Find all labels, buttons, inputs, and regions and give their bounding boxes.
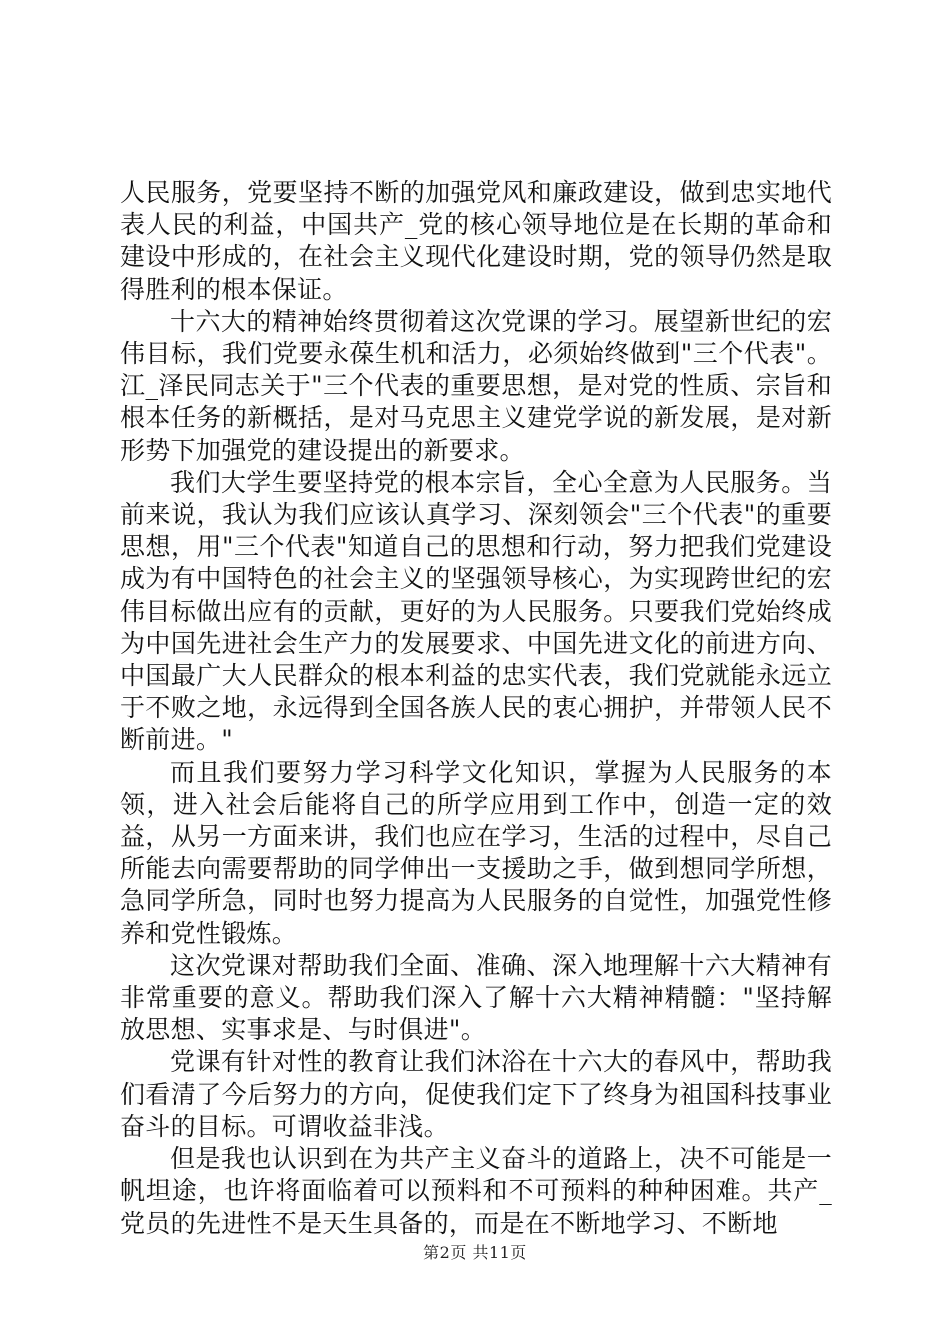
- paragraph: 但是我也认识到在为共产主义奋斗的道路上，决不可能是一帆坦途，也许将面临着可以预料和不可预料的种种困难。共产_党员的先进性不是天生具备的，而是在不断地学习、不断地: [120, 1144, 832, 1238]
- document-body: [120, 177, 832, 1240]
- paragraph: 这次党课对帮助我们全面、准确、深入地理解十六大精神有非常重要的意义。帮助我们深入了解十六大精神精髓："坚持解放思想、实事求是、与时俱进"。: [120, 950, 832, 1045]
- paragraph: 十六大的精神始终贯彻着这次党课的学习。展望新世纪的宏伟目标，我们党要永葆生机和活力，必须始终做到"三个代表"。江_泽民同志关于"三个代表的重要思想，是对党的性质、宗旨和根本任务的新概括，是对马克思主义建党学说的新发展，是对新形势下加强党的建设提出的新要求。: [120, 306, 832, 465]
- paragraph: 而且我们要努力学习科学文化知识，掌握为人民服务的本领，进入社会后能将自己的所学应用到工作中，创造一定的效益，从另一方面来讲，我们也应在学习，生活的过程中，尽自己所能去向需要帮助的同学伸出一支援助之手，做到想同学所想，急同学所急，同时也努力提高为人民服务的自觉性，加强党性修养和党性锻炼。: [120, 757, 832, 948]
- paragraph: 党课有针对性的教育让我们沐浴在十六大的春风中，帮助我们看清了今后努力的方向，促使我们定下了终身为祖国科技事业奋斗的目标。可谓收益非浅。: [120, 1047, 832, 1141]
- paragraph-continued: 人民服务，党要坚持不断的加强党风和廉政建设，做到忠实地代表人民的利益，中国共产_党的核心领导地位是在长期的革命和建设中形成的，在社会主义现代化建设时期，党的领导仍然是取得胜利的根本保证。: [120, 178, 832, 304]
- page-number-footer: 第2页 共11页: [423, 1243, 527, 1262]
- paragraph: 我们大学生要坚持党的根本宗旨，全心全意为人民服务。当前来说，我认为我们应该认真学习、深刻领会"三个代表"的重要思想，用"三个代表"知道自己的思想和行动，努力把我们党建设成为有中国特色的社会主义的坚强领导核心，为实现跨世纪的宏伟目标做出应有的贡献，更好的为人民服务。只要我们党始终成为中国先进社会生产力的发展要求、中国先进文化的前进方向、中国最广大人民群众的根本利益的忠实代表，我们党就能永远立于不败之地，永远得到全国各族人民的衷心拥护，并带领人民不断前进。": [120, 467, 832, 755]
